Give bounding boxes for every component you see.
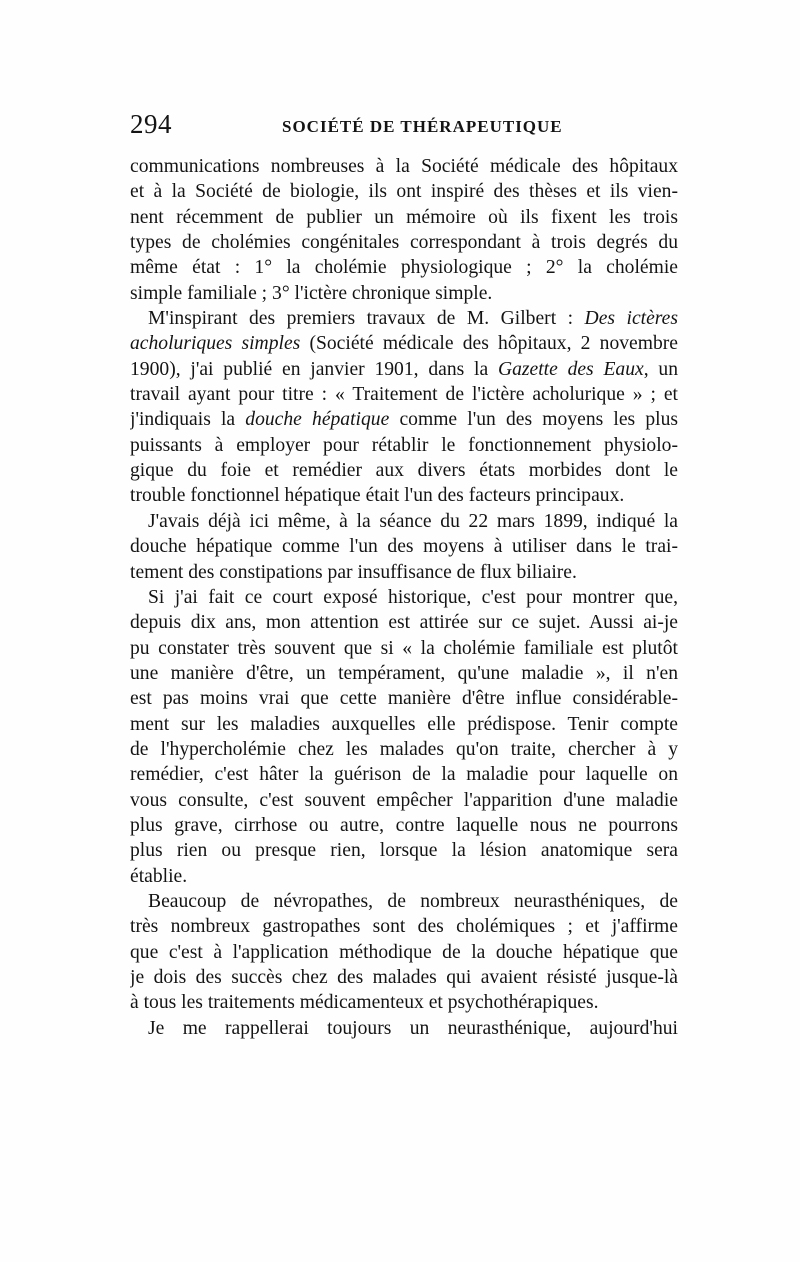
text-segment: (Société médicale des hôpitaux, 2 novembre (300, 333, 678, 355)
text-line: tement des constipations par insuffisance de flux biliaire. (130, 561, 577, 583)
text-line: depuis dix ans, mon attention est attirée sur ce sujet. Aussi ai-je (130, 612, 678, 634)
text-line: remédier, c'est hâter la guérison de la maladie pour laquelle on (130, 764, 678, 786)
page-number: 294 (130, 109, 172, 139)
text-line (130, 331, 678, 356)
text-line (130, 407, 678, 432)
text-line: travail ayant pour titre : « Traitement de l'ictère acholurique » ; et (130, 384, 678, 406)
italic-title: Gazette des Eaux (497, 358, 644, 380)
text-line: de l'hypercholémie chez les malades qu'on traite, chercher à y (130, 738, 678, 760)
text-line: très nombreux gastropathes sont des cholémiques ; et j'affirme (130, 916, 678, 938)
text-line: J'avais déjà ici même, à la séance du 22 mars 1899, indiqué la (148, 510, 678, 532)
text-line: trouble fonctionnel hépatique était l'un des facteurs principaux. (130, 485, 625, 507)
text-line: plus rien ou presque rien, lorsque la lésion anatomique sera (130, 840, 678, 862)
text-line: et à la Société de biologie, ils ont inspiré des thèses et ils vien- (130, 181, 678, 203)
text-segment: 1900), j'ai publié en janvier 1901, dans la (130, 358, 498, 380)
text-line: même état : 1° la cholémie physiologique ; 2° la cholémie (130, 257, 678, 279)
text-line: simple familiale ; 3° l'ictère chronique simple. (130, 282, 493, 304)
text-line: est pas moins vrai que cette manière d'être influe considérable- (130, 688, 678, 710)
italic-term: douche hépatique (245, 409, 390, 431)
italic-title: Des ictères (584, 308, 678, 330)
text-line: Je me rappellerai toujours un neurasthénique, aujourd'hui (148, 1017, 678, 1039)
text-line: Beaucoup de névropathes, de nombreux neurasthéniques, de (148, 890, 678, 912)
text-line: types de cholémies congénitales correspondant à trois degrés du (130, 232, 678, 254)
text-line: plus grave, cirrhose ou autre, contre laquelle nous ne pourrons (130, 814, 678, 836)
text-line: Si j'ai fait ce court exposé historique, c'est pour montrer que, (148, 586, 678, 608)
text-segment: comme l'un des moyens les plus (389, 409, 678, 431)
text-line (130, 306, 678, 331)
text-segment: , un (643, 358, 678, 380)
text-line: nent récemment de publier un mémoire où ils fixent les trois (130, 206, 678, 228)
text-line: vous consulte, c'est souvent empêcher l'apparition d'une maladie (130, 789, 678, 811)
text-line: douche hépatique comme l'un des moyens à utiliser dans le trai- (130, 536, 678, 558)
italic-title: acholuriques simples (130, 333, 301, 355)
body-text (130, 154, 678, 1041)
running-title: SOCIÉTÉ DE THÉRAPEUTIQUE (282, 117, 563, 136)
text-line: à tous les traitements médicamenteux et psychothérapiques. (130, 992, 599, 1014)
text-line: établie. (130, 865, 188, 887)
running-head (130, 104, 678, 144)
text-line: communications nombreuses à la Société médicale des hôpitaux (130, 156, 678, 177)
text-line: une manière d'être, un tempérament, qu'une maladie », il n'en (130, 662, 678, 684)
text-line: ment sur les maladies auxquelles elle prédispose. Tenir compte (130, 713, 678, 735)
text-line: gique du foie et remédier aux divers états morbides dont le (130, 460, 678, 482)
text-line (130, 357, 678, 382)
text-line: puissants à employer pour rétablir le fonctionnement physiolo- (130, 434, 678, 456)
text-line: pu constater très souvent que si « la cholémie familiale est plutôt (130, 637, 678, 659)
text-line: je dois des succès chez des malades qui avaient résisté jusque-là (130, 967, 678, 988)
text-segment: M'inspirant des premiers travaux de M. Gilbert : (148, 308, 585, 330)
text-segment: j'indiquais la (130, 409, 246, 431)
text-line: que c'est à l'application méthodique de la douche hépatique que (130, 941, 678, 963)
